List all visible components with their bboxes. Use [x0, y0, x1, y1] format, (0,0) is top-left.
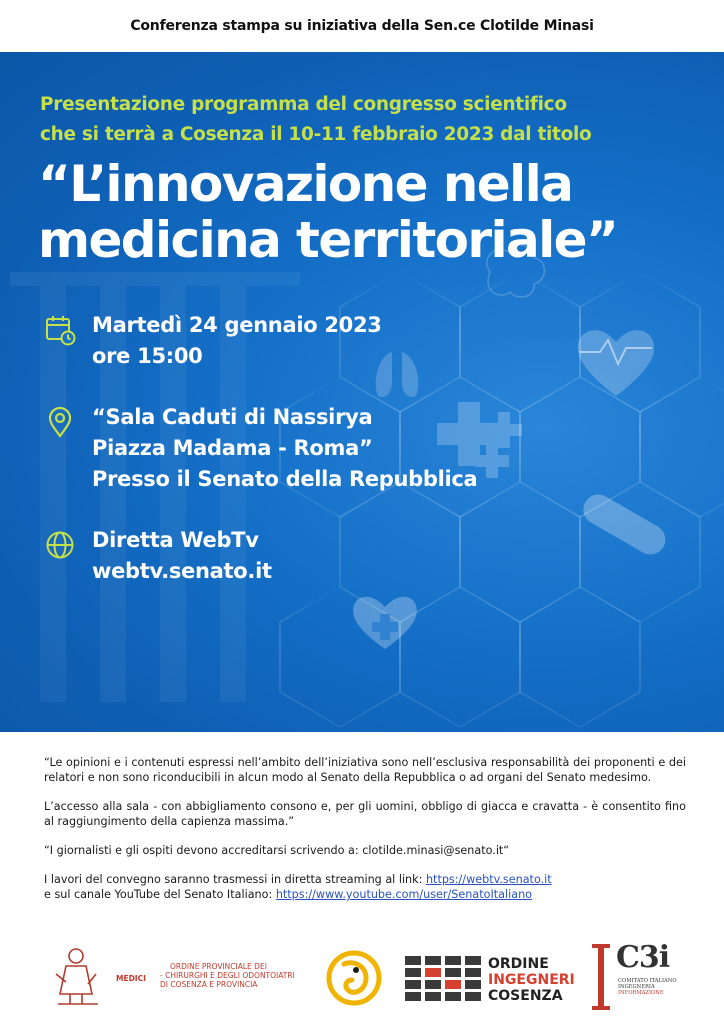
ingegneri-line-1: ORDINE [488, 956, 549, 972]
stream-label: Diretta WebTv [92, 528, 259, 552]
c3i-line-2: INGEGNERIA [618, 984, 655, 990]
medici-emblem-logo [52, 944, 102, 1008]
access-text: L’accesso alla sala - con abbigliamento consono e, per gli uomini, obbligo di giacca e cravatta - è consentito fino al raggiungimento della capienza massima.” [44, 800, 686, 828]
c3i-red-bar-logo [592, 944, 612, 1010]
event-date: Martedì 24 gennaio 2023 [92, 313, 382, 337]
omceo-text [160, 962, 295, 989]
omceo-line-3: DI COSENZA E PROVINCIA [160, 980, 258, 989]
header-text: Conferenza stampa su iniziativa della Sen.ce Clotilde Minasi [130, 18, 594, 34]
youtube-link[interactable]: https://www.youtube.com/user/SenatoItaliano [275, 888, 533, 901]
notes-section [44, 755, 686, 916]
accredit-text: “I giornalisti e gli ospiti devono accreditarsi scrivendo a: clotilde.minasi@senato.it“ [44, 844, 510, 857]
omceo-line-2: - CHIRURGHI E DEGLI ODONTOIATRI [160, 971, 295, 980]
ingegneri-grid-logo [405, 956, 481, 1002]
youtube-prefix: e sul canale YouTube del Senato Italiano: [44, 888, 276, 901]
globe-icon [44, 529, 76, 561]
medici-label: MEDICI [116, 974, 146, 983]
event-subtitle [40, 90, 700, 150]
location-institution: Presso il Senato della Repubblica [92, 467, 478, 491]
title-line-2: medicina territoriale” [38, 211, 618, 269]
map-pin-icon [44, 406, 76, 438]
ingegneri-line-2: INGEGNERI [488, 972, 575, 988]
c3i-subtitle [618, 978, 677, 996]
c3i-line-3: INFORMAZIONE [618, 990, 664, 996]
calendar-clock-icon [44, 314, 76, 346]
medical-hexagon-background [0, 52, 724, 732]
streaming-paragraph [44, 872, 686, 902]
logos-footer [0, 938, 724, 1018]
ingegneri-line-3: COSENZA [488, 988, 563, 1004]
webtv-link[interactable]: https://webtv.senato.it [425, 873, 552, 886]
omceo-line-1: ORDINE PROVINCIALE DEI [170, 962, 267, 971]
subtitle-line-1: Presentazione programma del congresso scientifico [40, 94, 567, 115]
location-address: Piazza Madama - Roma” [92, 436, 373, 460]
title-line-1: “L’innovazione nella [38, 155, 573, 213]
subtitle-line-2: che si terrà a Cosenza il 10-11 febbraio 2023 dal titolo [40, 124, 592, 145]
stream-prefix: I lavori del convegno saranno trasmessi in diretta streaming al link: [44, 873, 426, 886]
c3i-logo-text: C3i [616, 940, 670, 975]
circle-swoosh-logo [326, 950, 382, 1006]
event-title [38, 156, 708, 268]
hero-banner [0, 52, 724, 732]
stream-url: webtv.senato.it [92, 559, 272, 583]
event-time: ore 15:00 [92, 344, 203, 368]
disclaimer-text: “Le opinioni e i contenuti espressi nell’ambito dell’iniziativa sono nell’esclusiva responsabilità dei proponenti e dei relatori e non sono riconducibili in alcun modo al Senato della Repubblica o ad organi del Senato medesimo. [44, 756, 686, 784]
ingegneri-text [488, 956, 575, 1004]
header-bar [0, 0, 724, 52]
c3i-line-1: COMITATO ITALIANO [618, 978, 677, 984]
location-venue: “Sala Caduti di Nassirya [92, 405, 373, 429]
